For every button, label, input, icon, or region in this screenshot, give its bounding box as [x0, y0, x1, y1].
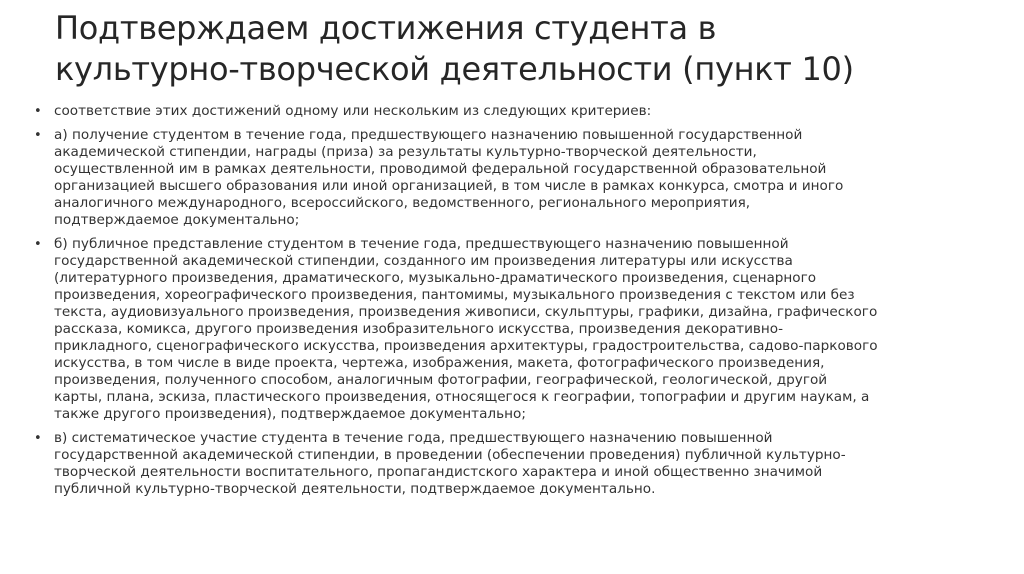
bullet-text [54, 236, 984, 423]
bullet-line: произведения, полученного способом, аналогичным фотографии, географической, геологической, другой [54, 372, 828, 388]
bullet-line: а) получение студентом в течение года, предшествующего назначению повышенной государственной [54, 127, 803, 143]
bullet-marker: • [34, 431, 42, 446]
bullet-text [54, 127, 984, 229]
bullet-line: б) публичное представление студентом в течение года, предшествующего назначению повышенной [54, 236, 789, 252]
bullet-line: осуществленной им в рамках деятельности, проводимой федеральной государственной образовательной [54, 161, 827, 177]
bullet-line: рассказа, комикса, другого произведения изобразительного искусства, произведения декоративно- [54, 321, 784, 337]
bullet-line: публичной культурно-творческой деятельности, подтверждаемое документально. [54, 481, 656, 497]
bullet-line: карты, плана, эскиза, пластического произведения, относящегося к географии, топографии и другим наукам, а [54, 389, 870, 405]
bullet-line: творческой деятельности воспитательного, пропагандистского характера и иной общественно значимой [54, 464, 823, 480]
bullet-line: государственной академической стипендии, в проведении (обеспечении проведения) публичной культурно- [54, 447, 846, 463]
bullet-text [54, 103, 984, 120]
bullet-item-b [34, 236, 984, 423]
bullet-marker: • [34, 128, 42, 143]
bullet-line: искусства, в том числе в виде проекта, чертежа, изображения, макета, фотографического произведения, [54, 355, 825, 371]
bullet-item-v [34, 430, 984, 498]
title-line-2: культурно-творческой деятельности (пункт 10) [55, 50, 854, 88]
bullet-line: также другого произведения), подтверждаемое документально; [54, 406, 526, 422]
title-line-1: Подтверждаем достижения студента в [55, 9, 717, 47]
bullet-line: произведения, хореографического произведения, пантомимы, музыкального произведения с текстом или без [54, 287, 855, 303]
bullet-line: в) систематическое участие студента в течение года, предшествующего назначению повышенной [54, 430, 773, 446]
bullet-line: академической стипендии, награды (приза) за результаты культурно-творческой деятельности, [54, 144, 757, 160]
bullet-item-criteria-intro [34, 103, 984, 120]
bullet-text [54, 430, 984, 498]
bullet-marker: • [34, 237, 42, 252]
bullet-line: подтверждаемое документально; [54, 212, 300, 228]
bullet-line: государственной академической стипендии, созданного им произведения литературы или искусства [54, 253, 793, 269]
bullet-line: текста, аудиовизуального произведения, произведения живописи, скульптуры, графики, дизайна, графического [54, 304, 878, 320]
bullet-line: организацией высшего образования или иной организацией, в том числе в рамках конкурса, смотра и иного [54, 178, 844, 194]
bullet-line: соответствие этих достижений одному или нескольким из следующих критериев: [54, 103, 652, 119]
bullet-list [34, 103, 984, 505]
bullet-marker: • [34, 104, 42, 119]
bullet-line: прикладного, сценографического искусства, произведения архитектуры, градостроительства, садово-паркового [54, 338, 878, 354]
slide-title [55, 8, 995, 90]
bullet-line: аналогичного международного, всероссийского, ведомственного, регионального мероприятия, [54, 195, 751, 211]
bullet-line: (литературного произведения, драматического, музыкально-драматического произведения, сценарного [54, 270, 817, 286]
bullet-item-a [34, 127, 984, 229]
